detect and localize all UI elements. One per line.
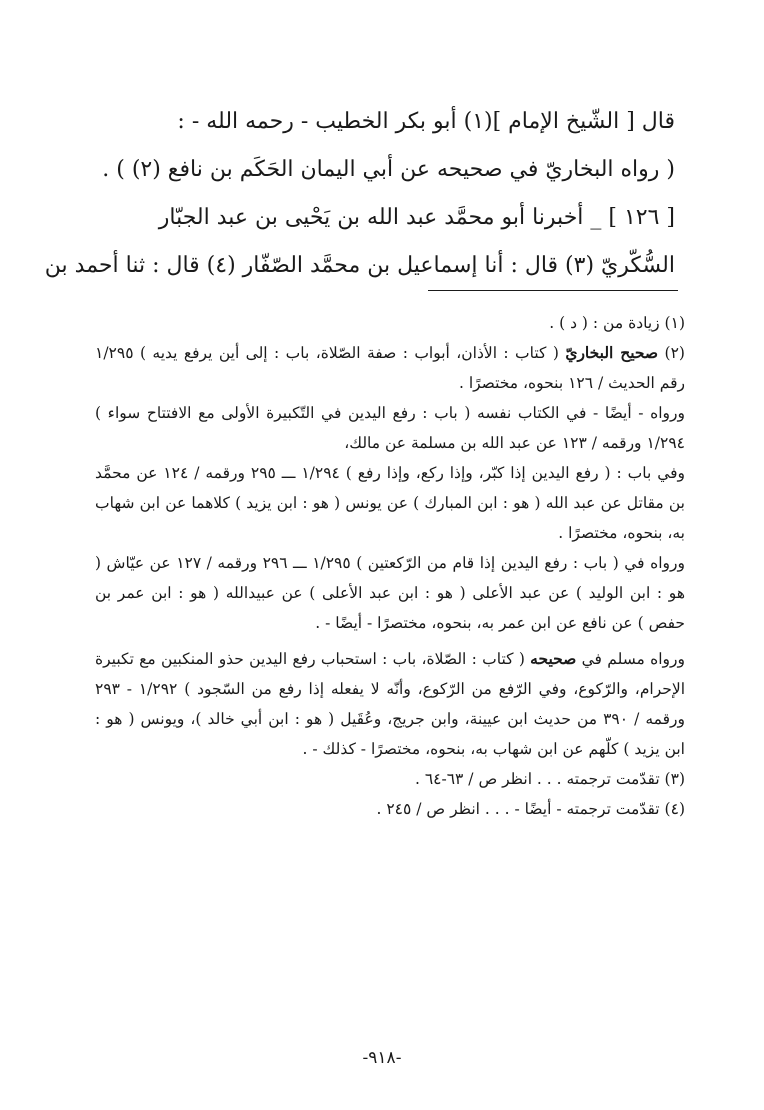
footnote-1: (١) زيادة من : ( د ) . <box>549 314 685 332</box>
footnote-2-text: ( كتاب : الأذان، أبواب : صفة الصّلاة، باب : إلى أين يرفع يديه ) ١/٢٩٥ رقم الحديث / ١٢٦ بنحوه، مختصرًا . <box>95 344 685 392</box>
footnote-2-para-2: ورواه - أيضًا - في الكتاب نفسه ( باب : رفع اليدين في التّكبيرة الأولى مع الافتتاح سواء ) ١/٢٩٤ ورقمه / ١٢٣ عن عبد الله بن مسلمة عن مالك، <box>95 404 685 452</box>
footnote-2-para-5-a: ورواه مسلم في <box>581 650 685 668</box>
footnote-2-para-4: ورواه في ( باب : رفع اليدين إذا قام من الرّكعتين ) ١/٢٩٥ ـــ ٢٩٦ ورقمه / ١٢٧ عن عيّاش ( هو : ابن الوليد ) عن عبد الأعلى ( هو : ابن عبد الأعلى ) عن عبيدالله ( هو : ابن عمر بن حفص ) عن نافع عن ابن عمر به، بنحوه، مختصرًا - أيضًا - . <box>95 554 685 632</box>
footnote-2-para-5 <box>95 644 685 764</box>
footnote-2-para-3: وفي باب : ( رفع اليدين إذا كبّر، وإذا ركع، وإذا رفع ) ١/٢٩٤ ـــ ٢٩٥ ورقمه / ١٢٤ عن محمَّد بن مقاتل عن عبد الله ( هو : ابن المبارك ) عن يونس ( هو : ابن يزيد ) كلاهما عن ابن شهاب به، بنحوه، مختصرًا . <box>95 464 686 542</box>
footnote-2-number: (٢) <box>664 344 685 362</box>
main-text <box>44 98 675 290</box>
footnote-separator <box>428 290 678 291</box>
footnote-2-source: صحيح البخاريّ <box>565 343 659 362</box>
footnote-2-para-5-source: صحيحه <box>530 649 577 668</box>
main-line-4: السُّكّريّ (٣) قال : أنا إسماعيل بن محمَّد الصّفّار (٤) قال : ثنا أحمد بن <box>44 253 675 278</box>
footnote-4: (٤) تقدّمت ترجمته - أيضًا - . . . انظر ص / ٢٤٥ . <box>376 800 685 818</box>
main-line-3: [ ١٢٦ ] _ أخبرنا أبو محمَّد عبد الله بن يَحْيى بن عبد الجبّار <box>158 205 675 230</box>
footnote-3: (٣) تقدّمت ترجمته . . . انظر ص / ٦٣-٦٤ . <box>414 770 685 788</box>
main-line-1: قال [ الشّيخ الإمام ](١) أبو بكر الخطيب - رحمه الله - : <box>177 109 675 134</box>
page-number: -٩١٨- <box>362 1048 402 1068</box>
main-line-2: ( رواه البخاريّ في صحيحه عن أبي اليمان الحَكَم بن نافع (٢) ) . <box>102 157 675 182</box>
footnotes <box>95 308 685 824</box>
footnote-2-para-5-b: ( كتاب : الصّلاة، باب : استحباب رفع اليدين حذو المنكبين مع تكبيرة الإحرام، والرّكوع، وفي الرّفع من الرّكوع، وأنّه لا يفعله إذا رفع من السّجود ) ١/٢٩٢ - ٢٩٣ ورقمه / ٣٩٠ من حديث ابن عيينة، وابن جريج، وعُقَيل ( هو : ابن أبي خالد )، ويونس ( هو : ابن يزيد ) كلّهم عن ابن شهاب به، بنحوه، مختصرًا - كذلك - . <box>95 650 685 758</box>
footnote-2 <box>95 338 685 398</box>
